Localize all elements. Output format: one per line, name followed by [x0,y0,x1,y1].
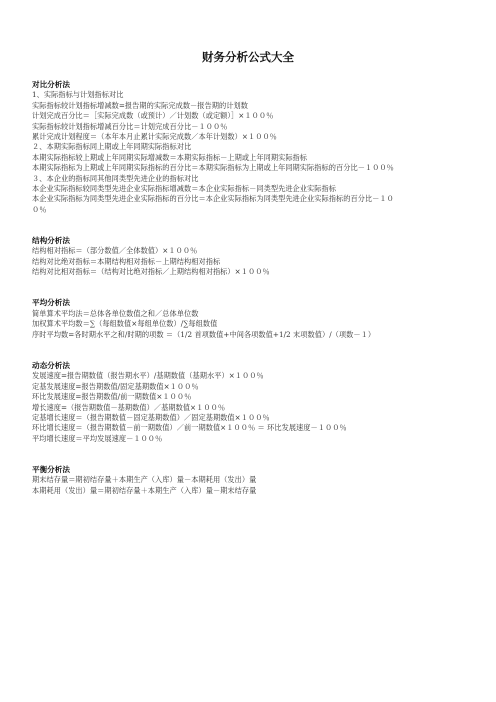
document-title: 财务分析公式大全 [202,50,294,64]
section-heading: 对比分析法 [32,80,70,89]
formula-line: 结构对比相对指标＝（结构对比绝对指标／上期结构相对指标）×１００％ [32,267,270,277]
section-spacer [32,215,482,225]
section [32,361,482,444]
formula-line: 简单算术平均法＝总体各单位数值之和／总体单位数 [32,308,199,318]
formula-line: 增长速度=（报告期数值－基期数值）／基期数值×１００％ [32,402,226,412]
formula-line: 实际指标较计划指标增减数=报告期的实际完成数－报告期的计划数 [32,100,248,110]
section [32,236,482,278]
formula-line: 本期实际指标较上期或上年同期实际增减数＝本期实际指标－上期或上年同期实际指标 [32,152,308,162]
formula-line: 环比发展速度=报告期数值/前一期数值×１００％ [32,392,192,402]
formula-line: 本企业实际指标较同类型先进企业实际指标增减数＝本企业实际指标－同类型先进企业实际指标 [32,184,336,194]
document-body [32,80,482,496]
formula-line: 计划完成百分比＝［实际完成数（或预计）／计划数（或定额）］×１００％ [32,111,274,121]
formula-line: 结构相对指标＝（部分数值／全体数值）×１００％ [32,246,198,256]
formula-line: 定基发展速度=报告期数值/固定基期数值×１００％ [32,381,199,391]
section [32,298,482,340]
formula-line: ３、本企业的指标同其他同类型先进企业的指标对比 [32,173,199,183]
formula-line: 本期耗用（发出）量＝期初结存量＋本期生产（入库）量－期末结存量 [32,485,257,495]
section-heading: 平均分析法 [32,298,70,308]
section-spacer [32,226,482,236]
section-spacer [32,288,482,298]
formula-line: 序时平均数=各时期水平之和/时期的项数 ＝（1/2 首项数值+中间各项数值+1/2 末项数值）/（项数－１） [32,329,376,339]
section-heading: 结构分析法 [32,236,70,246]
section-spacer [32,444,482,454]
formula-line: 平均增长速度＝平均发展速度－１００％ [32,433,163,443]
formula-line: 结构对比绝对指标＝本期结构相对指标－上期结构相对指标 [32,256,221,266]
formula-line: 本期实际指标为上期或上年同期实际指标的百分比＝本期实际指标为上期或上年同期实际指标的百分比－１００％ [32,163,394,173]
formula-line: 环比增长速度＝（报告期数值－前一期数值）／前一期数值×１００％ ＝ 环比发展速度－１００％ [32,423,347,433]
formula-line: 加权算术平均数＝∑（每组数值×每组单位数）/∑每组数值 [32,319,218,329]
section-spacer [32,350,482,360]
section [32,80,482,215]
formula-line: 1、实际指标与计划指标对比 [32,90,124,100]
formula-line: 累计完成计划程度＝（本年本月止累计实际完成数／本年计划数）×１００％ [32,132,277,142]
section-spacer [32,340,482,350]
formula-line: ０％ [32,204,47,214]
formula-line: 定基增长速度＝（报告期数值－固定基期数值）／固定基期数值×１００％ [32,412,270,422]
formula-line: 期末结存量＝期初结存量＋本期生产（入库）量－本期耗用（发出）量 [32,475,257,485]
formula-line: 本企业实际指标为同类型先进企业实际指标的百分比＝本企业实际指标为同类型先进企业实际指标的百分比－１０ [32,194,394,204]
formula-line: 实际指标较计划指标增减百分比＝计划完成百分比－１００％ [32,121,228,131]
section [32,465,482,496]
section-spacer [32,278,482,288]
formula-line: 发展速度=报告期数值（报告期水平）/基期数值（基期水平）×１００％ [32,371,264,381]
section-heading: 平衡分析法 [32,464,70,474]
section-heading: 动态分析法 [32,360,70,370]
section-spacer [32,455,482,465]
formula-line: ２、本期实际指标同上期或上年同期实际指标对比 [32,142,192,152]
